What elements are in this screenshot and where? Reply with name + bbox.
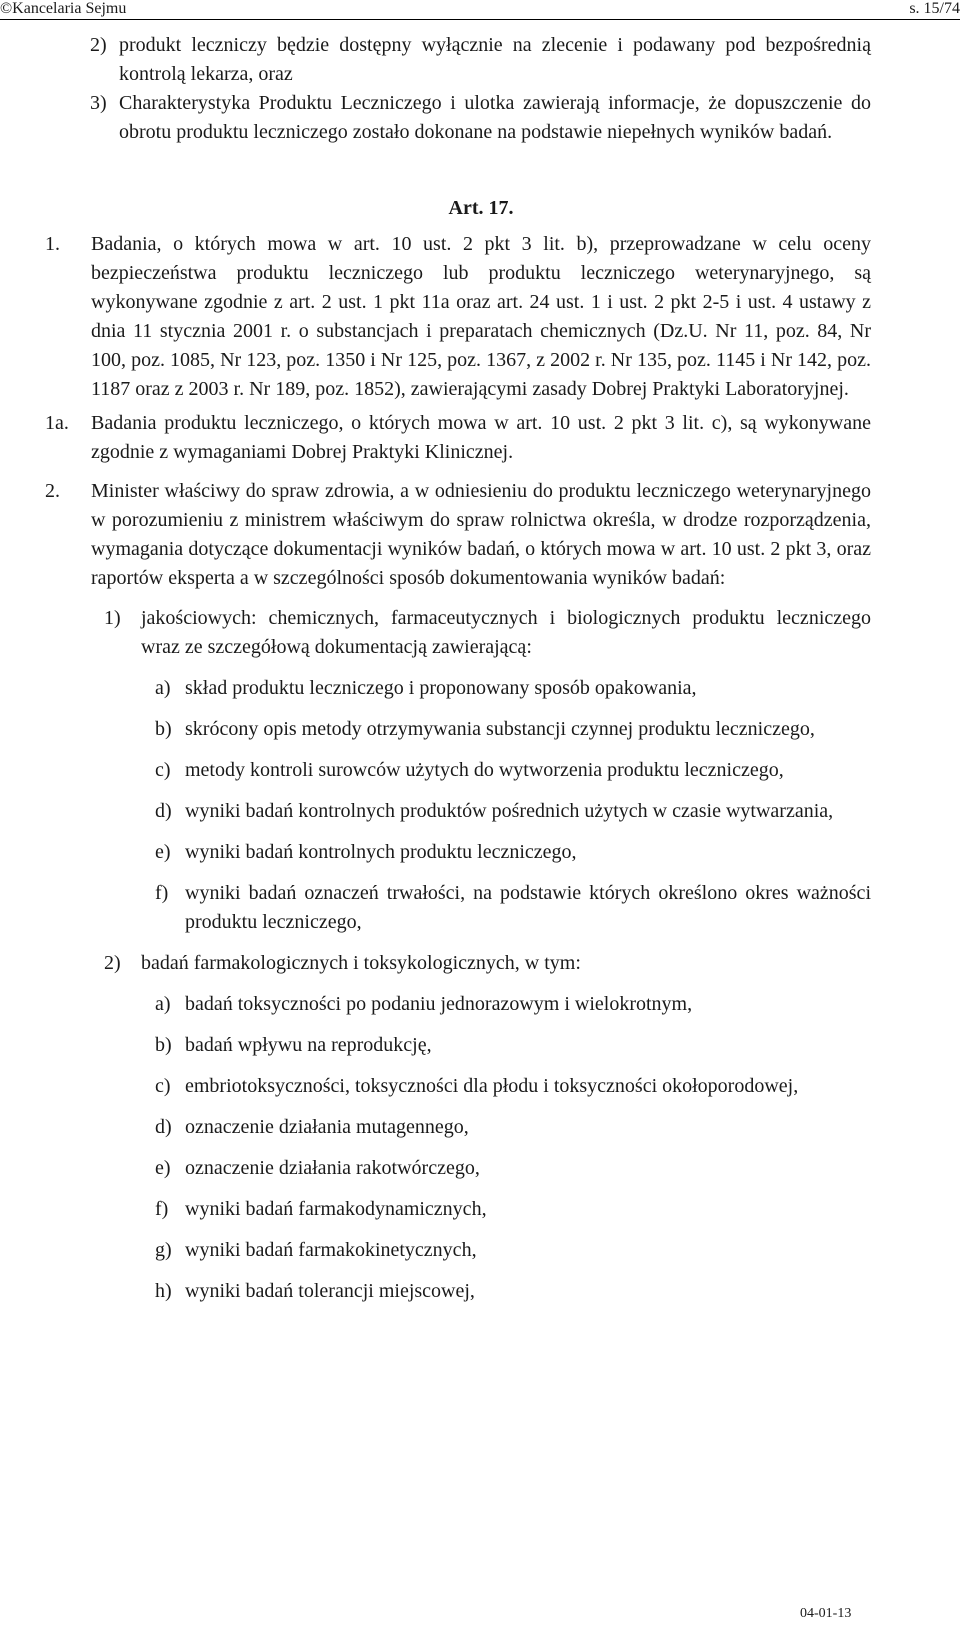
item-text: Charakterystyka Produktu Leczniczego i ulotka zawierają informacje, że dopuszczenie do obrotu produktu leczniczego zostało dokonane na podstawie niepełnych wyników badań. [119, 92, 871, 143]
list-item [91, 604, 871, 662]
sub-item [91, 1236, 871, 1265]
item-text: jakościowych: chemicznych, farmaceutycznych i biologicznych produktu leczniczego wraz ze szczegółową dokumentacją zawierającą: [141, 607, 871, 658]
sub-item [91, 1072, 871, 1101]
list-item [91, 89, 871, 147]
header-copyright: ©Kancelaria Sejmu [0, 0, 127, 17]
sub-item-text: wyniki badań farmakokinetycznych, [185, 1239, 477, 1261]
header-divider [0, 19, 960, 20]
sub-item-text: oznaczenie działania rakotwórczego, [185, 1157, 480, 1179]
item-text: badań farmakologicznych i toksykologicznych, w tym: [141, 952, 581, 974]
sub-item-letter: e) [155, 841, 171, 863]
sub-item-letter: g) [155, 1239, 172, 1261]
paragraph [45, 230, 871, 404]
sub-item [91, 1277, 871, 1306]
sub-item-text: wyniki badań farmakodynamicznych, [185, 1198, 487, 1220]
sub-item [91, 990, 871, 1019]
sub-item-text: wyniki badań oznaczeń trwałości, na podstawie których określono okres ważności produktu leczniczego, [185, 882, 871, 933]
sub-item-letter: f) [155, 882, 169, 904]
paragraph-number: 1. [45, 233, 60, 255]
paragraph-text: Minister właściwy do spraw zdrowia, a w odniesieniu do produktu leczniczego weterynaryjnego w porozumieniu z ministrem właściwym do spraw rolnictwa określa, w drodze rozporządzenia, wymagania dotyczące dokumentacji wyników badań, o których mowa w art. 10 ust. 2 pkt 3, oraz raportów eksperta a w szczególności sposób dokumentowania wyników badań: [91, 480, 871, 589]
sub-item-text: badań wpływu na reprodukcję, [185, 1034, 432, 1056]
sub-item [91, 838, 871, 867]
sub-item-text: metody kontroli surowców użytych do wytworzenia produktu leczniczego, [185, 759, 784, 781]
item-text: produkt leczniczy będzie dostępny wyłącznie na zlecenie i podawany pod bezpośrednią kontrolą lekarza, oraz [119, 34, 871, 85]
sub-item [91, 756, 871, 785]
list-item [91, 31, 871, 89]
paragraph [45, 409, 871, 467]
paragraph-number: 2. [45, 480, 60, 502]
item-number: 2) [90, 34, 107, 56]
sub-item [91, 674, 871, 703]
sub-item-text: skrócony opis metody otrzymywania substancji czynnej produktu leczniczego, [185, 718, 815, 740]
list-item [91, 949, 871, 978]
item-number: 2) [104, 952, 121, 974]
sub-item-letter: d) [155, 800, 172, 822]
sub-item [91, 1154, 871, 1183]
sub-item [91, 1195, 871, 1224]
sub-item-text: skład produktu leczniczego i proponowany sposób opakowania, [185, 677, 697, 699]
header-page-number: s. 15/74 [909, 0, 960, 17]
sub-item-text: wyniki badań kontrolnych produktu leczniczego, [185, 841, 577, 863]
item-number: 3) [90, 92, 107, 114]
sub-item-letter: e) [155, 1157, 171, 1179]
sub-item [91, 715, 871, 744]
article-title: Art. 17. [448, 197, 514, 219]
sub-item [91, 879, 871, 937]
paragraph-number: 1a. [45, 412, 69, 434]
sub-item [91, 1031, 871, 1060]
sub-item [91, 1113, 871, 1142]
sub-item-letter: c) [155, 1075, 171, 1097]
sub-item-letter: c) [155, 759, 171, 781]
document-body [45, 31, 871, 1306]
sub-item-letter: b) [155, 1034, 172, 1056]
sub-item-text: badań toksyczności po podaniu jednorazowym i wielokrotnym, [185, 993, 693, 1015]
sub-item-text: oznaczenie działania mutagennego, [185, 1116, 469, 1138]
sub-item-letter: d) [155, 1116, 172, 1138]
item-number: 1) [104, 607, 121, 629]
sub-item [91, 797, 871, 826]
paragraph [45, 477, 871, 593]
paragraph-text: Badania, o których mowa w art. 10 ust. 2 pkt 3 lit. b), przeprowadzane w celu oceny bezpieczeństwa produktu leczniczego lub produktu leczniczego weterynaryjnego, są wykonywane zgodnie z art. 2 ust. 1 pkt 11a oraz art. 24 ust. 1 i ust. 2 pkt 2-5 i ust. 4 ustawy z dnia 11 stycznia 2001 r. o substancjach i preparatach chemicznych (Dz.U. Nr 11, poz. 84, Nr 100, poz. 1085, Nr 123, poz. 1350 i Nr 125, poz. 1367, z 2002 r. Nr 135, poz. 1145 i Nr 142, poz. 1187 oraz z 2003 r. Nr 189, poz. 1852), zawierającymi zasady Dobrej Praktyki Laboratoryjnej. [91, 233, 871, 400]
sub-item-letter: b) [155, 718, 172, 740]
footer-date: 04-01-13 [800, 1606, 852, 1621]
sub-item-letter: h) [155, 1280, 172, 1302]
sub-item-letter: a) [155, 677, 171, 699]
sub-item-letter: f) [155, 1198, 169, 1220]
sub-item-text: wyniki badań tolerancji miejscowej, [185, 1280, 475, 1302]
sub-item-text: embriotoksyczności, toksyczności dla płodu i toksyczności okołoporodowej, [185, 1075, 799, 1097]
paragraph-text: Badania produktu leczniczego, o których mowa w art. 10 ust. 2 pkt 3 lit. c), są wykonywane zgodnie z wymaganiami Dobrej Praktyki Klinicznej. [91, 412, 871, 463]
page-header [0, 0, 960, 20]
sub-item-letter: a) [155, 993, 171, 1015]
sub-item-text: wyniki badań kontrolnych produktów pośrednich użytych w czasie wytwarzania, [185, 800, 834, 822]
